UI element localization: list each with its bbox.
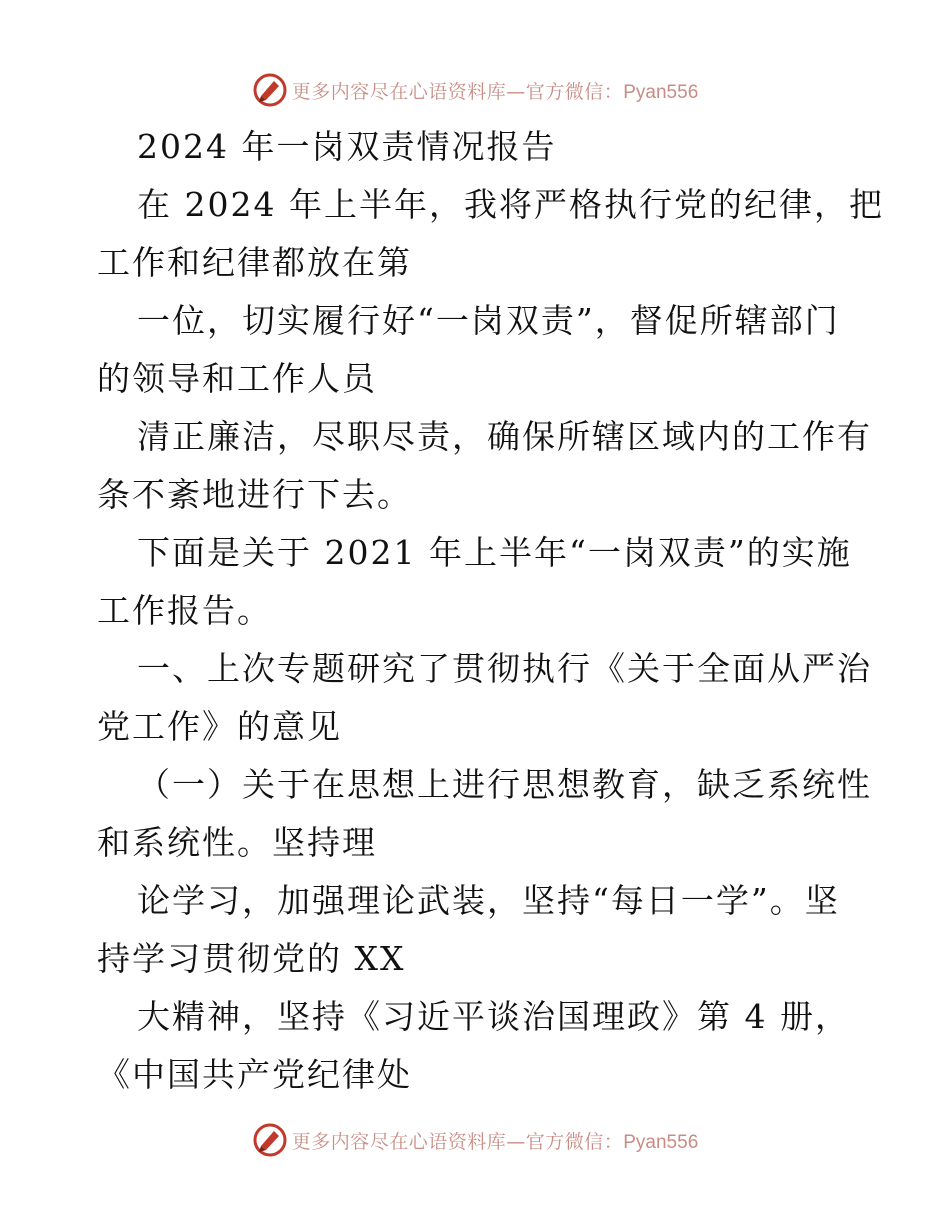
text-line: 的领导和工作人员 [97,359,377,398]
watermark-text: 更多内容尽在心语资料库—官方微信：Pyan556 [291,80,699,103]
text-line: 条不紊地进行下去。 [97,475,412,514]
text-line: 和系统性。坚持理 [97,823,377,862]
text-line: 工作和纪律都放在第 [97,243,412,282]
pen-logo-icon [252,1122,288,1158]
watermark-text: 更多内容尽在心语资料库—官方微信：Pyan556 [291,1130,699,1153]
text-line: 《中国共产党纪律处 [97,1055,412,1094]
text-line: 下面是关于 2021 年上半年“一岗双责”的实施 [137,533,852,572]
text-line: 党工作》的意见 [97,707,342,746]
watermark-header [0,70,950,110]
pen-logo-icon [252,72,288,108]
text-line: 大精神，坚持《习近平谈治国理政》第 4 册， [137,997,850,1036]
subsection-heading: （一）关于在思想上进行思想教育，缺乏系统性 [137,765,872,804]
watermark-footer [0,1120,950,1160]
document-body [97,118,884,1104]
text-line: 工作报告。 [97,591,272,630]
text-line: 在 2024 年上半年，我将严格执行党的纪律，把 [137,185,884,224]
text-line: 一位，切实履行好“一岗双责”，督促所辖部门 [137,301,840,340]
text-line: 持学习贯彻党的 XX [97,939,406,978]
text-line: 论学习，加强理论武装，坚持“每日一学”。坚 [137,881,840,920]
document-title: 2024 年一岗双责情况报告 [137,127,557,166]
section-heading: 一、上次专题研究了贯彻执行《关于全面从严治 [137,649,872,688]
text-line: 清正廉洁，尽职尽责，确保所辖区域内的工作有 [137,417,872,456]
